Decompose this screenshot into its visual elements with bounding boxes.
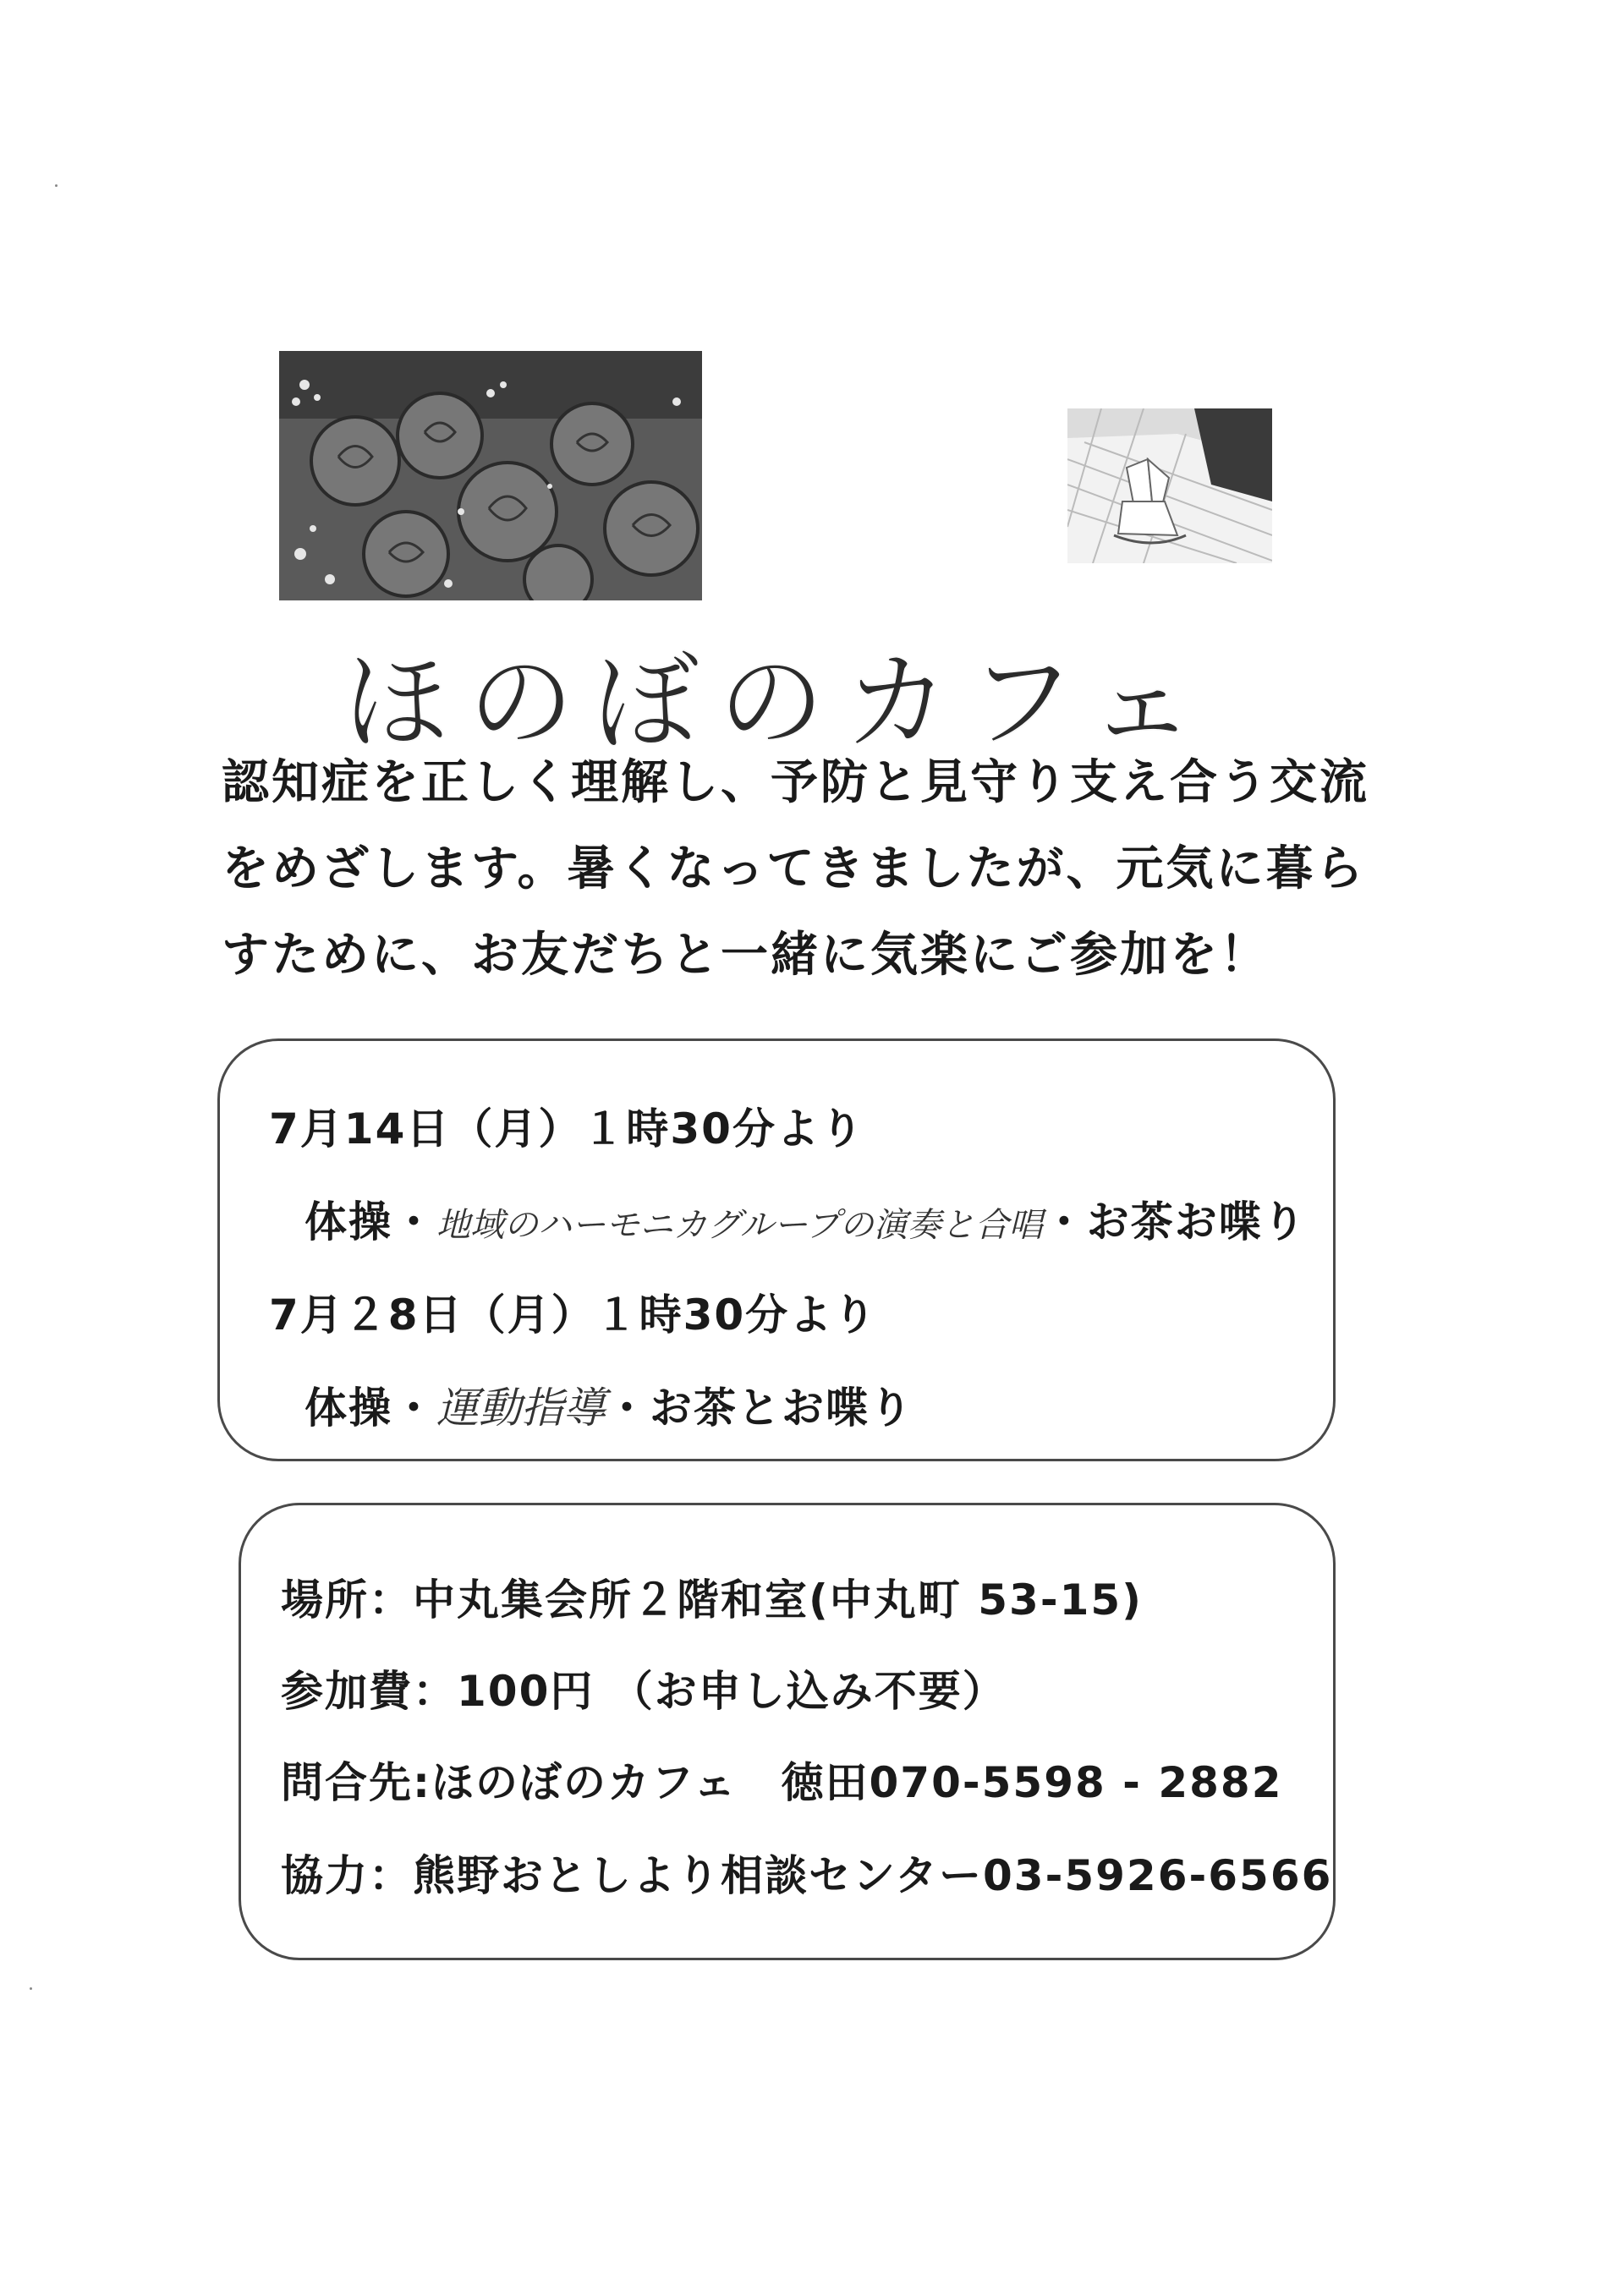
intro-text [222, 740, 1369, 999]
intro-line: 認知症を正しく理解し、予防と見守り支え合う交流 [222, 755, 1369, 810]
activity-prefix: 体操・ [304, 1197, 436, 1247]
info-fee: 参加費：100円 （お申し込み不要） [281, 1667, 1007, 1716]
info-cooperation: 協力：熊野おとしより相談センター03-5926-6566 [281, 1851, 1333, 1900]
scan-speck [55, 184, 58, 187]
schedule-activity-1 [304, 1188, 1307, 1249]
activity-suffix: ・お茶とお喋り [606, 1384, 914, 1433]
info-contact: 問合先:ほのぼのカフェ 徳田070-5598 - 2882 [281, 1758, 1283, 1807]
activity-handwritten: 運動指導 [436, 1384, 606, 1433]
scan-speck [30, 1987, 32, 1990]
roses-icon [279, 351, 702, 600]
intro-line: をめざします。暑くなってきましたが、元気に暮ら [222, 841, 1366, 896]
schedule-date-1: 7月14日（月）１時30分より [269, 1104, 864, 1153]
page-title: ほのぼのカフェ [343, 640, 1214, 764]
activity-handwritten: 地域のハーモニカグループの演奏と合唱 [436, 1206, 1043, 1245]
roses-photo [279, 351, 702, 600]
activity-suffix: ・お茶お喋り [1042, 1197, 1307, 1247]
schedule-date-2: 7月２8日（月）１時30分より [269, 1290, 878, 1340]
info-place: 場所：中丸集会所２階和室(中丸町 53-15) [281, 1575, 1144, 1625]
schedule-activity-2 [304, 1374, 914, 1435]
intro-line: すために、お友だちと一緒に気楽にご参加を！ [222, 928, 1270, 983]
origami-horse-icon [1067, 408, 1272, 563]
activity-prefix: 体操・ [304, 1384, 436, 1433]
origami-horse-photo [1067, 408, 1272, 563]
